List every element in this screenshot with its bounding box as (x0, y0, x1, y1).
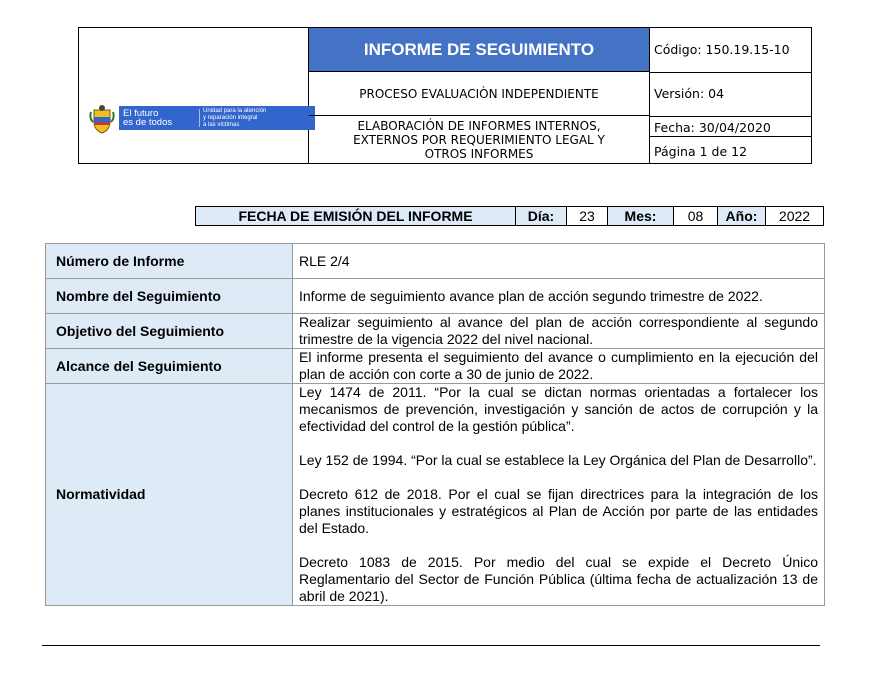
table-row (46, 349, 825, 384)
header-meta (650, 28, 811, 163)
logo-unit-line1: Unidad para la atención (203, 108, 267, 114)
document-date: Fecha: 30/04/2020 (654, 120, 771, 135)
document-type-line3: OTROS INFORMES (424, 147, 534, 161)
year-label: Año: (718, 207, 766, 225)
logo-divider (199, 109, 200, 127)
month-value: 08 (674, 207, 718, 225)
page-divider (42, 645, 820, 646)
document-version: Versión: 04 (654, 86, 725, 101)
day-value: 23 (567, 207, 608, 225)
meta-divider (650, 72, 811, 73)
colombia-coat-of-arms-icon (89, 104, 115, 134)
table-row (46, 244, 825, 279)
regulations-label: Normatividad (46, 384, 293, 606)
report-title: INFORME DE SEGUIMIENTO (309, 28, 649, 72)
year-value: 2022 (778, 208, 811, 224)
day-label: Día: (516, 207, 567, 225)
scope-value: El informe presenta el seguimiento del avance o cumplimiento en la ejecución del plan de acción con corte a 30 de junio de 2022. (293, 349, 825, 384)
objective-label: Objetivo del Seguimiento (46, 314, 293, 349)
scope-label: Alcance del Seguimiento (46, 349, 293, 384)
regulation-item: Decreto 1083 de 2015. Por medio del cual se expide el Decreto Único Reglamentario del Sector de Función Pública (última fecha de actualización 13 de abril de 2021). (299, 554, 818, 604)
follow-up-name-label: Nombre del Seguimiento (46, 279, 293, 314)
institution-logo (89, 104, 307, 134)
document-type (315, 119, 643, 161)
regulation-item: Ley 152 de 1994. “Por la cual se establece la Ley Orgánica del Plan de Desarrollo”. (299, 452, 817, 468)
regulations-value (293, 384, 825, 606)
logo-cell (79, 28, 309, 163)
logo-unit-line3: a las víctimas (203, 122, 240, 128)
table-row (46, 314, 825, 349)
document-header (78, 27, 812, 164)
document-type-line1: ELABORACIÓN DE INFORMES INTERNOS, (357, 119, 601, 133)
objective-value: Realizar seguimiento al avance del plan de acción correspondiente al segundo trimestre de la vigencia 2022 del nivel nacional. (293, 314, 825, 349)
document-type-line2: EXTERNOS POR REQUERIMIENTO LEGAL Y (353, 133, 605, 147)
logo-slogan-line2: es de todos (123, 117, 173, 128)
report-number-label: Número de Informe (46, 244, 293, 279)
month-label: Mes: (608, 207, 674, 225)
table-row (46, 384, 825, 606)
regulation-item: Ley 1474 de 2011. “Por la cual se dictan normas orientadas a fortalecer los mecanismos de prevención, investigación y sanción de actos de corrupción y la efectividad del control de la gestión pública”. (299, 384, 818, 434)
meta-divider (650, 136, 811, 137)
follow-up-name-value: Informe de seguimiento avance plan de acción segundo trimestre de 2022. (293, 279, 825, 314)
regulation-item: Decreto 612 de 2018. Por el cual se fijan directrices para la integración de los planes institucionales y estratégicos al Plan de Acción por parte de las entidades del Estado. (299, 486, 818, 536)
report-number-value: RLE 2/4 (293, 244, 825, 279)
emission-date-row (195, 206, 824, 226)
emission-label: FECHA DE EMISIÓN DEL INFORME (196, 207, 516, 225)
meta-divider (650, 116, 811, 117)
document-code: Código: 150.19.15-10 (654, 42, 790, 57)
logo-unit-line2: y reparación integral (203, 115, 258, 121)
process-name: PROCESO EVALUACIÒN INDEPENDIENTE (309, 72, 649, 116)
report-info-table (45, 243, 825, 606)
logo-slogan-line1: El futuro (123, 108, 159, 119)
page-number: Página 1 de 12 (654, 144, 748, 159)
header-center (309, 28, 650, 163)
table-row (46, 279, 825, 314)
